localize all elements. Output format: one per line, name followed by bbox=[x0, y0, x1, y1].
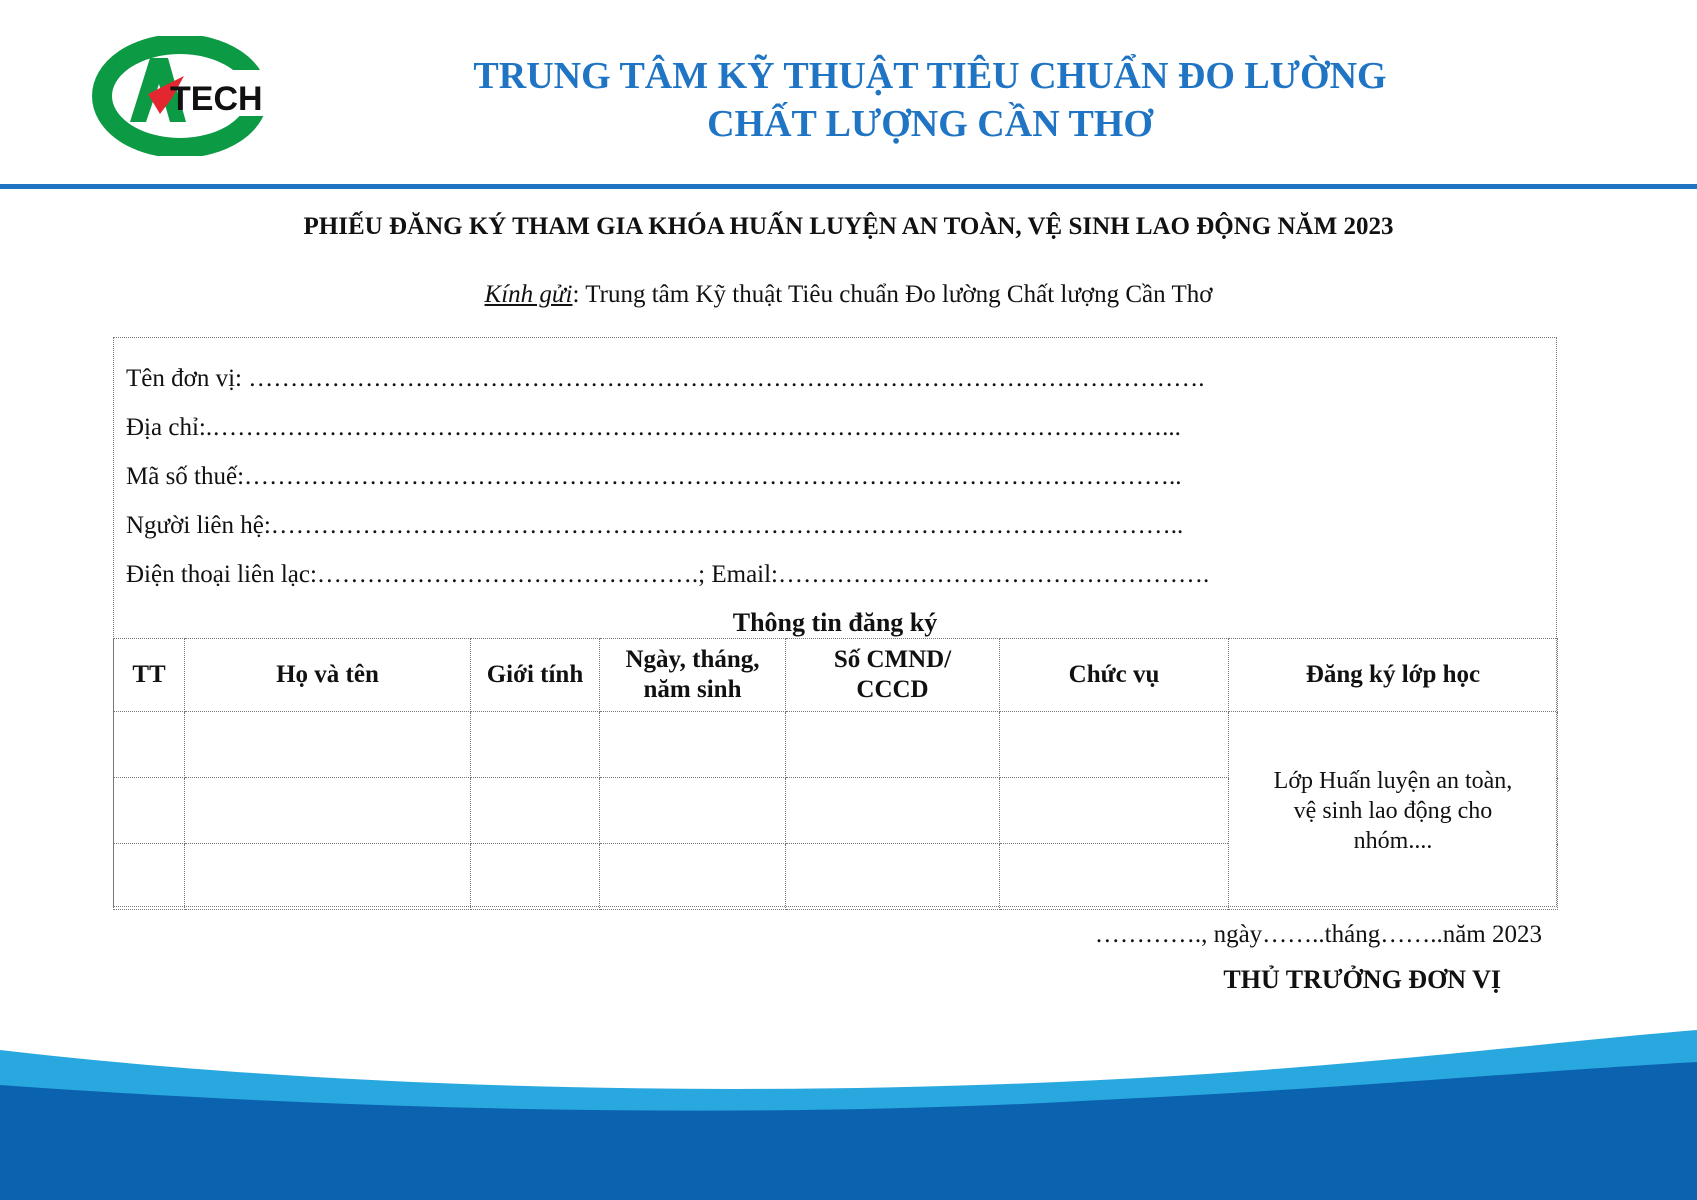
atech-logo bbox=[88, 36, 288, 156]
class-text-line-1: Lớp Huấn luyện an toàn, bbox=[1273, 767, 1513, 794]
header-divider bbox=[0, 184, 1697, 189]
col-header-id bbox=[786, 639, 1000, 712]
col-header-name: Họ và tên bbox=[185, 639, 471, 712]
cell-gender[interactable] bbox=[471, 712, 600, 778]
table-row bbox=[114, 712, 1558, 778]
cell-id[interactable] bbox=[786, 844, 1000, 910]
footer-wave bbox=[0, 1030, 1697, 1200]
col-header-dob-line-2: năm sinh bbox=[643, 676, 742, 703]
recipient-text: : Trung tâm Kỹ thuật Tiêu chuẩn Đo lường Chất lượng Cần Thơ bbox=[572, 281, 1213, 308]
signer-title: THỦ TRƯỞNG ĐƠN VỊ bbox=[1223, 965, 1501, 994]
cell-name[interactable] bbox=[185, 844, 471, 910]
registration-info-title: Thông tin đăng ký bbox=[732, 608, 938, 637]
cell-gender[interactable] bbox=[471, 778, 600, 844]
cell-name[interactable] bbox=[185, 712, 471, 778]
class-text-line-2: vệ sinh lao động cho bbox=[1293, 797, 1493, 824]
class-text-line-3: nhóm.... bbox=[1353, 827, 1433, 854]
cell-dob[interactable] bbox=[600, 778, 786, 844]
col-header-class: Đăng ký lớp học bbox=[1229, 639, 1558, 712]
cell-position[interactable] bbox=[1000, 844, 1229, 910]
col-header-position: Chức vụ bbox=[1000, 639, 1229, 712]
organization-title-line-2: CHẤT LƯỢNG CẦN THƠ bbox=[707, 103, 1153, 145]
registration-table bbox=[113, 638, 1558, 910]
organization-title bbox=[380, 52, 1480, 148]
col-header-dob bbox=[600, 639, 786, 712]
form-title: PHIẾU ĐĂNG KÝ THAM GIA KHÓA HUẤN LUYỆN AN TOÀN, VỆ SINH LAO ĐỘNG NĂM 2023 bbox=[303, 213, 1394, 240]
col-header-id-line-1: Số CMND/ bbox=[833, 646, 952, 673]
cell-position[interactable] bbox=[1000, 778, 1229, 844]
cell-class[interactable] bbox=[1229, 712, 1558, 910]
field-unit-name[interactable]: Tên đơn vị: ……………………………………………………………………………………………………. bbox=[126, 365, 1205, 392]
col-header-id-line-2: CCCD bbox=[856, 676, 929, 703]
cell-tt[interactable] bbox=[114, 712, 185, 778]
logo-text: TECH bbox=[170, 80, 263, 118]
cell-gender[interactable] bbox=[471, 844, 600, 910]
col-header-gender: Giới tính bbox=[471, 639, 600, 712]
date-line: …………., ngày……..tháng……..năm 2023 bbox=[1094, 921, 1542, 948]
cell-name[interactable] bbox=[185, 778, 471, 844]
field-phone-email[interactable]: Điện thoại liên lạc:……………………………………….; Email:……………………………………………. bbox=[126, 561, 1210, 588]
cell-position[interactable] bbox=[1000, 712, 1229, 778]
cell-dob[interactable] bbox=[600, 844, 786, 910]
field-contact-person[interactable]: Người liên hệ:……………………………………………………………………………………………….. bbox=[126, 512, 1184, 539]
recipient-line bbox=[0, 281, 1697, 309]
cell-id[interactable] bbox=[786, 778, 1000, 844]
cell-id[interactable] bbox=[786, 712, 1000, 778]
col-header-tt: TT bbox=[114, 639, 185, 712]
cell-tt[interactable] bbox=[114, 844, 185, 910]
table-header-row bbox=[114, 639, 1558, 712]
cell-tt[interactable] bbox=[114, 778, 185, 844]
col-header-dob-line-1: Ngày, tháng, bbox=[625, 646, 760, 673]
organization-title-line-1: TRUNG TÂM KỸ THUẬT TIÊU CHUẨN ĐO LƯỜNG bbox=[473, 55, 1387, 97]
field-address[interactable]: Địa chỉ:.……………………………………………………………………………………………………... bbox=[126, 414, 1181, 441]
recipient-label: Kính gửi bbox=[484, 281, 573, 308]
cell-dob[interactable] bbox=[600, 712, 786, 778]
field-tax-code[interactable]: Mã số thuế:………………………………………………………………………………………………….. bbox=[126, 463, 1182, 490]
